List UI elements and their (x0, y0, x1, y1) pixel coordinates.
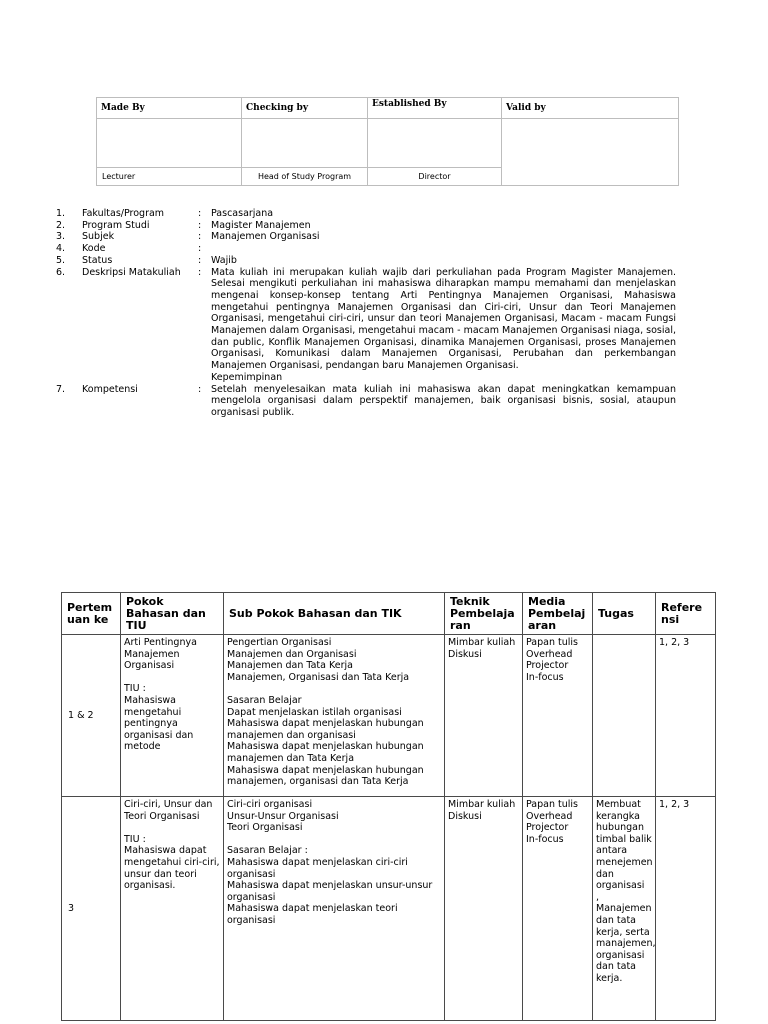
item-value: Pascasarjana (211, 208, 274, 219)
item-label: Program Studi (82, 219, 150, 231)
established-by-signature-cell (368, 119, 502, 168)
valid-by-header: Valid by (502, 98, 679, 119)
director-role: Director (368, 168, 502, 186)
header-teknik-pembelajaran: Teknik Pembelaja ran (445, 593, 523, 635)
course-description: Mata kuliah ini merupakan kuliah wajib dari perkuliahan pada Program Magister Manajemen. Selesai mengikuti perkuliahan ini mahasiswa diharapkan mampu memahami dan menjelaskan mengenai konsep-konsep tentang Arti Pentingnya Manajemen Organisasi, Mahasiswa mengetahui pentingnya Manajemen Organisasi dan Ciri-ciri, Unsur dan Teori Manajemen Organisasi, mengetahui ciri-ciri, unsur dan teori Manajemen Organisasi, Macam - macam Fungsi Manajemen dalam Organisasi, mengetahui macam - macam Manajemen Organisasi niaga, sosial, dan public, Konflik Manajemen Organisasi, dinamika Manajemen Organisasi, proses Manajemen Organisasi, Komunikasi dalam Manajemen Organisasi, Perubahan dan perkembangan Manajemen Organisasi, pendangan baru Manajemen Organisasi. Kepemimpinan (211, 266, 676, 383)
item-value (211, 243, 676, 255)
teknik-cell: Mimbar kuliah Diskusi (445, 797, 523, 1021)
item-number: 3. (56, 231, 66, 243)
tugas-cell (593, 635, 656, 797)
colon: : (198, 219, 202, 231)
tugas-cell: Membuat kerangka hubungan timbal balik antara menejemen dan organisasi , Manajemen dan tata kerja, serta manajemen, organisasi dan tata kerja. (593, 797, 656, 1021)
header-sub-pokok-bahasan: Sub Pokok Bahasan dan TIK (224, 593, 445, 635)
item-label: Status (82, 254, 113, 266)
head-of-study-program-role: Head of Study Program (242, 168, 368, 186)
media-cell: Papan tulis Overhead Projector In-focus (523, 797, 593, 1021)
referensi-cell: 1, 2, 3 (656, 797, 716, 1021)
signature-table (96, 97, 679, 186)
item-label: Fakultas/Program (82, 208, 165, 219)
checking-by-header: Checking by (242, 98, 368, 119)
made-by-signature-cell (97, 119, 242, 168)
header-pertemuan: Pertem uan ke (62, 593, 121, 635)
sub-pokok-bahasan-cell: Pengertian Organisasi Manajemen dan Organisasi Manajemen dan Tata Kerja Manajemen, Organisasi dan Tata Kerja Sasaran Belajar Dapat menjelaskan istilah organisasi Mahasiswa dapat menjelaskan hubungan manajemen dan organisasi Mahasiswa dapat menjelaskan hubungan manajemen dan Tata Kerja Mahasiswa dapat menjelaskan hubungan manajemen, organisasi dan Tata Kerja (224, 635, 445, 797)
made-by-header: Made By (97, 98, 242, 119)
teknik-cell: Mimbar kuliah Diskusi (445, 635, 523, 797)
table-row (62, 635, 716, 797)
course-info-row (56, 243, 676, 255)
header-media-pembelajaran: Media Pembelaj aran (523, 593, 593, 635)
sub-pokok-bahasan-cell: Ciri-ciri organisasi Unsur-Unsur Organisasi Teori Organisasi Sasaran Belajar : Mahasiswa dapat menjelaskan ciri-ciri organisasi Mahasiswa dapat menjelaskan unsur-unsur organisasi Mahasiswa dapat menjelaskan teori organisasi (224, 797, 445, 1021)
item-number: 6. (56, 266, 66, 278)
course-info-row (56, 255, 676, 267)
colon: : (198, 266, 202, 278)
checking-by-signature-cell (242, 119, 368, 168)
item-number: 1. (56, 208, 66, 219)
pokok-bahasan-cell: Ciri-ciri, Unsur dan Teori Organisasi TIU : Mahasiswa dapat mengetahui ciri-ciri, unsur dan teori organisasi. (121, 797, 224, 1021)
established-by-header: Established By (368, 98, 502, 119)
signature-space-row (97, 119, 679, 168)
header-pokok-bahasan: Pokok Bahasan dan TIU (121, 593, 224, 635)
course-info (56, 208, 676, 419)
referensi-cell: 1, 2, 3 (656, 635, 716, 797)
item-label: Kode (82, 243, 106, 255)
colon: : (198, 208, 202, 219)
course-info-row (56, 231, 676, 243)
colon: : (198, 243, 202, 255)
item-value: Wajib (211, 254, 237, 266)
item-value: Manajemen Organisasi (211, 231, 320, 243)
course-info-row (56, 384, 676, 419)
media-cell: Papan tulis Overhead Projector In-focus (523, 635, 593, 797)
item-number: 5. (56, 254, 66, 266)
signature-header-row (97, 98, 679, 119)
item-label: Subjek (82, 231, 115, 243)
valid-by-signature-cell (502, 119, 679, 186)
colon: : (198, 231, 202, 243)
item-value: Magister Manajemen (211, 219, 311, 231)
item-number: 7. (56, 383, 66, 395)
table-row (62, 797, 716, 1021)
week-cell: 3 (62, 797, 121, 1021)
header-tugas: Tugas (593, 593, 656, 635)
colon: : (198, 383, 202, 395)
course-info-row (56, 220, 676, 232)
item-number: 2. (56, 219, 66, 231)
competency-text: Setelah menyelesaikan mata kuliah ini mahasiswa akan dapat meningkatkan kemampuan mengelola organisasi dalam perspektif manajemen, baik organisasi bisnis, sosial, ataupun organisasi publik. (211, 383, 676, 418)
item-label: Deskripsi Matakuliah (82, 266, 181, 278)
course-info-row (56, 208, 676, 220)
schedule-table (61, 592, 716, 1021)
item-label: Kompetensi (82, 383, 138, 395)
lecturer-role: Lecturer (97, 168, 242, 186)
colon: : (198, 254, 202, 266)
week-cell: 1 & 2 (62, 635, 121, 797)
header-referensi: Refere nsi (656, 593, 716, 635)
pokok-bahasan-cell: Arti Pentingnya Manajemen Organisasi TIU : Mahasiswa mengetahui pentingnya organisasi dan metode (121, 635, 224, 797)
course-info-row (56, 267, 676, 384)
item-number: 4. (56, 243, 66, 255)
schedule-header-row (62, 593, 716, 635)
